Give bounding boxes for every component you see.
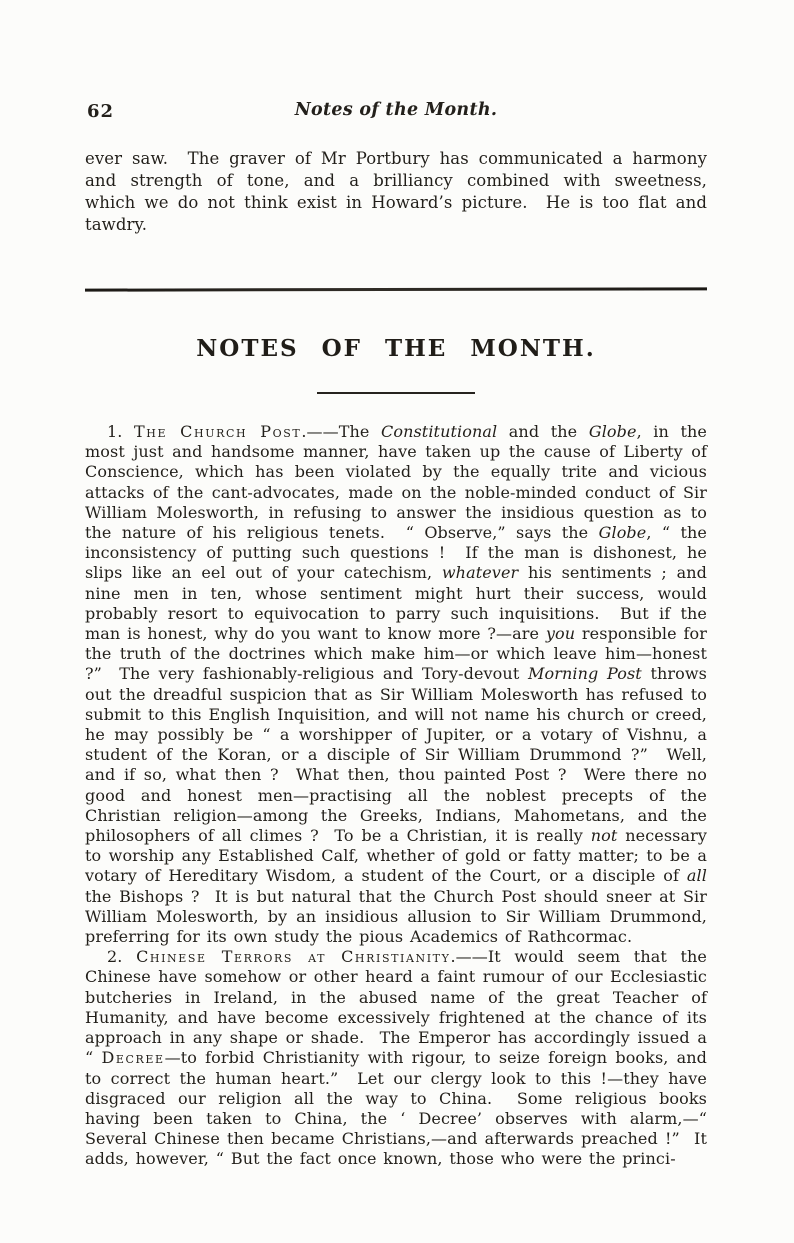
page-number: 62 — [87, 101, 115, 122]
section-divider-rule — [85, 287, 707, 291]
article-paragraph-2: 2. Chinese Terrors at Christianity.——It would seem that the Chinese have somehow or other heard a faint rumour of our Ecclesiastic butcheries in Ireland, in the abused name of the great Teacher of Humanity, and have become excessively frightened at the chance of its approach in any shape or shade. The Emperor has accordingly issued a “ Decree—to forbid Christianity with rigour, to seize foreign books, and to correct the human heart.” Let our clergy look to this !—they have disgraced our religion all the way to China. Some religious books having been taken to China, the ‘ Decree’ observes with alarm,—“ Several Chinese then became Christians,—and afterwards preached !” It adds, however, “ But the fact once known, those who were the princi- — [85, 947, 707, 1169]
running-header — [85, 100, 707, 124]
article-body — [85, 422, 707, 1170]
section-title: NOTES OF THE MONTH. — [196, 335, 596, 362]
running-title: Notes of the Month. — [294, 100, 498, 120]
text-column — [85, 0, 707, 1170]
title-underline-rule — [317, 392, 475, 394]
article-paragraph-1: 1. The Church Post.——The Constitutional and the Globe, in the most just and handsome manner, have taken up the cause of Liberty of Conscience, which has been violated by the equally trite and vicious attacks of the cant-advocates, made on the noble-minded conduct of Sir William Molesworth, in refusing to answer the insidious question as to the nature of his religious tenets. “ Observe,” says the Globe, “ the inconsistency of putting such questions ! If the man is dishonest, he slips like an eel out of your catechism, whatever his sentiments ; and nine men in ten, whose sentiment might hurt their success, would probably resort to equivocation to parry such inquisitions. But if the man is honest, why do you want to know more ?—are you responsible for the truth of the doctrines which make him—or which leave him—honest ?” The very fashionably-religious and Tory-devout Morning Post throws out the dreadful suspicion that as Sir William Molesworth has refused to submit to this English Inquisition, and will not name his church or creed, he may possibly be “ a worshipper of Jupiter, or a votary of Vishnu, a student of the Koran, or a disciple of Sir William Drummond ?” Well, and if so, what then ? What then, thou painted Post ? Were there no good and honest men—practising all the noblest precepts of the Christian religion—among the Greeks, Indians, Mahometans, and the philosophers of all climes ? To be a Christian, it is really not necessary to worship any Established Calf, whether of gold or fatty matter; to be a votary of Hereditary Wisdom, a student of the Court, or a disciple of all the Bishops ? It is but natural that the Church Post should sneer at Sir William Molesworth, by an insidious allusion to Sir William Drummond, preferring for its own study the pious Academics of Rathcormac. — [85, 422, 708, 947]
intro-paragraph: ever saw. The graver of Mr Portbury has communicated a harmony and strength of tone, and a brilliancy combined with sweetness, which we do not think exist in Howard’s picture. He is too flat and tawdry. — [85, 149, 707, 234]
